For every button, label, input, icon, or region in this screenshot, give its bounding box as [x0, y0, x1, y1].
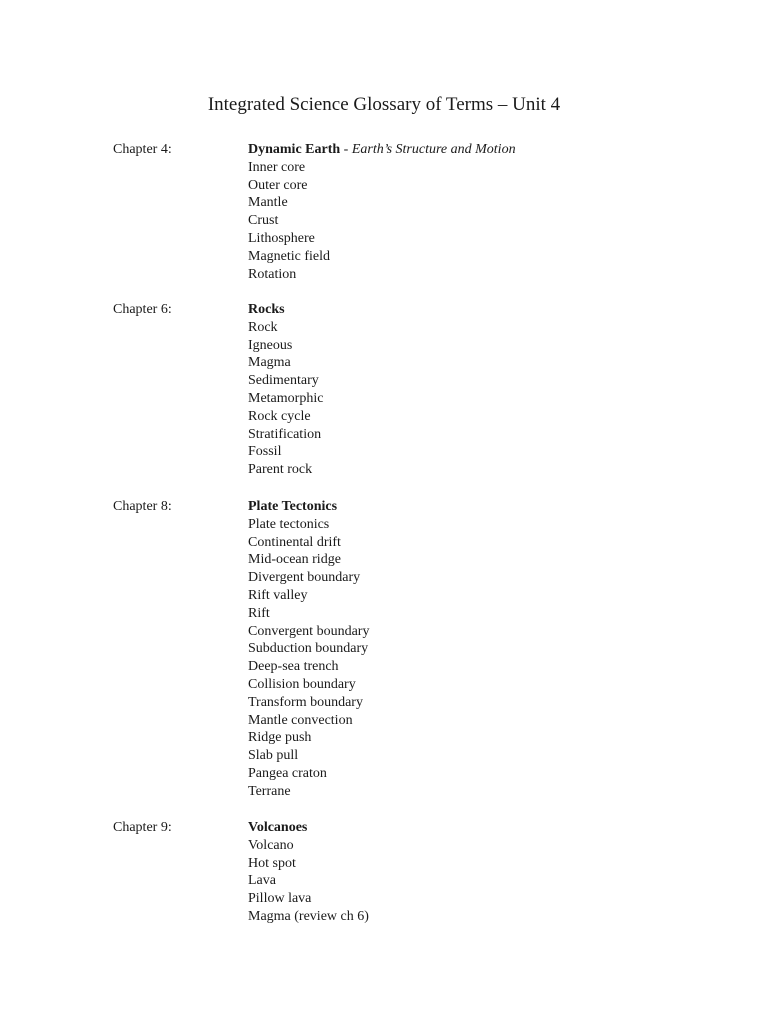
glossary-term: Magma (review ch 6) — [248, 908, 369, 924]
glossary-term: Collision boundary — [248, 676, 356, 692]
chapter-label: Chapter 9: — [113, 820, 172, 835]
glossary-term: Metamorphic — [248, 390, 324, 406]
glossary-term: Sedimentary — [248, 373, 319, 389]
chapter-body — [248, 141, 516, 283]
glossary-term: Divergent boundary — [248, 570, 361, 586]
chapter-heading-title: Volcanoes — [248, 820, 308, 835]
glossary-term: Crust — [248, 213, 279, 229]
chapter-body — [248, 498, 369, 801]
glossary-term: Pillow lava — [248, 891, 312, 907]
chapter-heading-title: Dynamic Earth — [248, 142, 341, 157]
glossary-term: Rift valley — [248, 587, 308, 603]
glossary-term: Terrane — [248, 783, 291, 799]
chapter-label: Chapter 8: — [113, 499, 172, 514]
term-list — [248, 516, 369, 801]
glossary-term: Rift — [248, 605, 270, 621]
chapter-heading-title: Plate Tectonics — [248, 499, 338, 514]
glossary-term: Hot spot — [248, 855, 296, 871]
chapter-body — [248, 819, 369, 926]
glossary-term: Pangea craton — [248, 765, 327, 781]
glossary-term: Transform boundary — [248, 694, 363, 710]
glossary-term: Slab pull — [248, 748, 299, 764]
term-list — [248, 159, 516, 284]
glossary-term: Magma — [248, 355, 291, 371]
glossary-term: Rock cycle — [248, 408, 311, 424]
chapter-heading — [248, 301, 323, 319]
glossary-term: Plate tectonics — [248, 516, 330, 532]
glossary-term: Lava — [248, 873, 276, 889]
glossary-term: Continental drift — [248, 534, 341, 550]
chapter-heading-subtitle: Earth’s Structure and Motion — [351, 142, 516, 157]
glossary-term: Rock — [248, 319, 278, 335]
glossary-term: Parent rock — [248, 462, 313, 478]
glossary-term: Mid-ocean ridge — [248, 552, 341, 568]
glossary-term: Igneous — [248, 337, 293, 353]
chapter-heading — [248, 498, 369, 516]
glossary-term: Mantle — [248, 195, 288, 211]
glossary-term: Magnetic field — [248, 248, 331, 264]
glossary-term: Subduction boundary — [248, 641, 369, 657]
term-list — [248, 837, 369, 926]
term-list — [248, 319, 323, 479]
glossary-term: Fossil — [248, 444, 282, 460]
glossary-term: Rotation — [248, 266, 297, 282]
chapter-heading — [248, 819, 369, 837]
chapter-label: Chapter 6: — [113, 302, 172, 317]
glossary-term: Lithosphere — [248, 230, 315, 246]
glossary-term: Inner core — [248, 159, 306, 175]
chapter-label: Chapter 4: — [113, 142, 172, 157]
chapter-body — [248, 301, 323, 479]
chapter-heading-title: Rocks — [248, 302, 285, 317]
glossary-term: Convergent boundary — [248, 623, 370, 639]
chapter-heading-separator: - — [340, 142, 352, 157]
document-title: Integrated Science Glossary of Terms – Unit 4 — [207, 94, 561, 115]
glossary-term: Ridge push — [248, 730, 312, 746]
chapter-heading — [248, 141, 516, 159]
glossary-term: Outer core — [248, 177, 308, 193]
glossary-term: Stratification — [248, 426, 322, 442]
glossary-term: Volcano — [248, 837, 294, 853]
glossary-term: Mantle convection — [248, 712, 353, 728]
glossary-term: Deep-sea trench — [248, 659, 339, 675]
